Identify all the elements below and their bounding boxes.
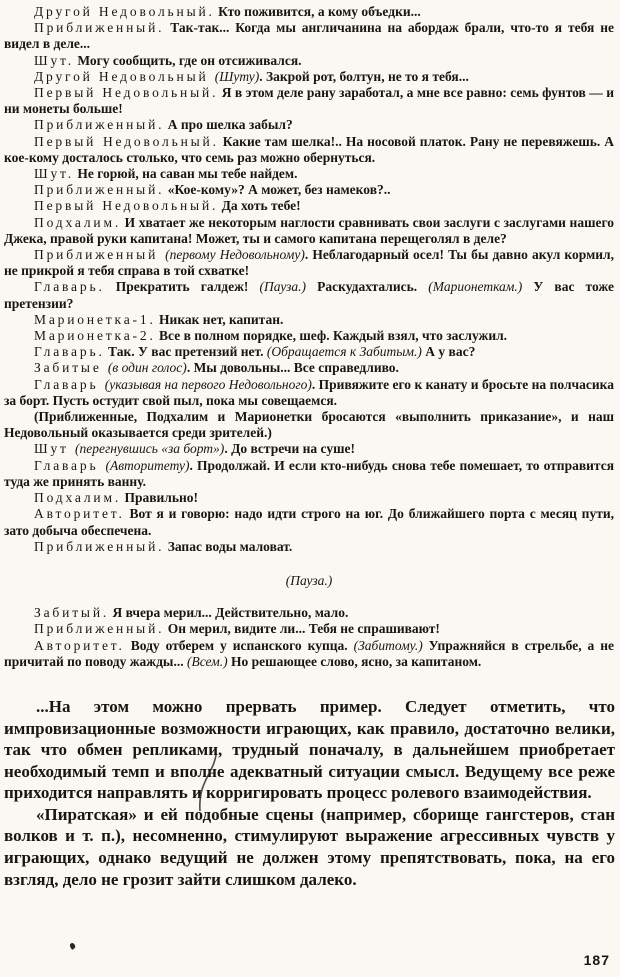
- commentary-paragraph: ...На этом можно прервать пример. Следует отметить, что импровизационные возможности играющих, как правило, достаточно велики, так что обмен репликами, трудный поначалу, в дальнейшем приобретает необходимый темп и вполне адекватный ситуации смысл. Ведущему все реже приходится направлять и корригировать процесс ролевого взаимодействия.: [4, 696, 615, 803]
- dialogue-text: Правильно!: [121, 490, 199, 506]
- play-paragraph: [4, 69, 614, 85]
- speaker-name: Другой Недовольный.: [34, 4, 215, 19]
- stage-direction-inline: (в один голос): [107, 360, 187, 376]
- speaker-name: Шут: [34, 441, 75, 457]
- speaker-name: Шут.: [34, 52, 74, 68]
- speaker-name: Первый Недовольный.: [34, 198, 219, 214]
- dialogue-text: Кто поживится, а кому объедки...: [214, 4, 421, 19]
- play-paragraph: [4, 20, 614, 52]
- dialogue-text: Не горюй, на саван мы тебе найдем.: [73, 166, 298, 182]
- dialogue-text: Раскудахтались.: [306, 279, 429, 295]
- speaker-name: Приближенный.: [34, 20, 165, 36]
- speaker-name: Авторитет.: [34, 637, 125, 653]
- stage-direction-inline: (перегнувшись «за борт»): [74, 441, 225, 457]
- play-paragraph: [4, 490, 614, 506]
- play-paragraph: [4, 182, 614, 198]
- dialogue-text: Вот я и говорю: надо идти строго на юг. До ближайшего порта с месяц пути, зато добыча обеспечена.: [4, 506, 614, 538]
- dialogue-text: У вас тоже претензии?: [4, 279, 615, 311]
- speaker-name: Первый Недовольный.: [34, 85, 219, 101]
- dialogue-text: А у вас?: [421, 344, 476, 360]
- play-paragraph: [4, 247, 614, 279]
- play-paragraph: [4, 198, 614, 214]
- stage-direction-inline: (указывая на первого Недовольного): [104, 376, 312, 392]
- play-paragraph: [4, 279, 614, 311]
- dialogue-text: А про шелка забыл?: [164, 117, 293, 133]
- speaker-name: Авторитет.: [34, 506, 125, 522]
- play-paragraph: [4, 53, 614, 69]
- stage-direction-inline: (Всем.): [186, 653, 228, 669]
- dialogue-text: Какие там шелка!.. На носовой платок. Рану не перевяжешь. А кое-кому досталось столько, что семь раз можно обернуться.: [4, 133, 614, 165]
- dialogue-text: Но решающее слово, ясно, за капитаном.: [227, 653, 482, 669]
- play-paragraph: [4, 134, 614, 166]
- dialogue-text: Запас воды маловат.: [164, 538, 293, 554]
- speaker-name: Приближенный: [34, 247, 166, 263]
- dialogue-text: Да хоть тебе!: [218, 198, 301, 214]
- play-paragraph: [4, 360, 614, 376]
- play-paragraph: [4, 344, 614, 360]
- play-paragraph: [4, 215, 614, 247]
- dialogue-text: . Неблагодарный осел! Ты бы давно акул кормил, не прикрой я тебя справа в той схватке!: [4, 247, 614, 279]
- play-paragraph: [4, 621, 614, 637]
- ink-speck: [69, 942, 77, 950]
- dialogue-text: Я в этом деле рану заработал, а мне все равно: семь фунтов — и ни монеты больше!: [4, 85, 614, 117]
- speaker-name: Марионетка-1.: [34, 311, 156, 327]
- stage-direction-inline: (Марионеткам.): [428, 279, 523, 295]
- dialogue-text: (Приближенные, Подхалим и Марионетки бросаются «выполнить приказание», и наш Недовольный оказывается среди зрителей.): [4, 409, 614, 441]
- dialogue-text: «Кое-кому»? А может, без намеков?..: [164, 182, 391, 198]
- dialogue-text: . Мы довольны... Все справедливо.: [186, 360, 399, 376]
- play-paragraph: [4, 328, 614, 344]
- dialogue-text: Он мерил, видите ли... Тебя не спрашивают!: [164, 621, 440, 637]
- commentary-paragraph: «Пиратская» и ей подобные сцены (например, сборище гангстеров, стан волков и т. п.), несомненно, стимулируют выражение агрессивных чувств у играющих, однако ведущий не должен этому препятствовать, пока, на его взгляд, дело не грозит зайти слишком далеко.: [4, 804, 615, 889]
- dialogue-text: Могу сообщить, где он отсиживался.: [73, 52, 302, 68]
- play-paragraph: [4, 377, 614, 409]
- stage-direction-inline: (Пауза.): [259, 279, 307, 295]
- speaker-name: Главарь: [34, 457, 106, 473]
- speaker-name: Главарь.: [34, 279, 105, 295]
- speaker-name: Приближенный.: [34, 117, 165, 133]
- play-paragraph: [4, 605, 614, 621]
- dialogue-text: . Привяжите его к канату и бросьте на полчасика за борт. Пусть остудит свой пыл, пока мы совещаемся.: [4, 376, 614, 408]
- play-paragraph: [4, 441, 614, 457]
- play-paragraph: [4, 117, 614, 133]
- speaker-name: Главарь: [34, 376, 105, 392]
- speaker-name: Шут.: [34, 166, 74, 182]
- dialogue-text: Я вчера мерил... Действительно, мало.: [109, 605, 349, 621]
- play-paragraph: [4, 506, 614, 538]
- play-paragraph: [4, 312, 614, 328]
- stage-direction-inline: (Шуту): [214, 68, 260, 84]
- play-paragraph: [4, 458, 614, 490]
- stage-direction-inline: (Обращается к Забитым.): [266, 344, 422, 360]
- speaker-name: Приближенный.: [34, 182, 165, 198]
- dialogue-text: . До встречи на суше!: [224, 441, 356, 457]
- stage-direction-inline: (Забитому.): [353, 637, 423, 653]
- speaker-name: Марионетка-2.: [34, 328, 156, 344]
- stage-direction-inline: (Авторитету): [105, 457, 190, 473]
- dialogue-text: Так. У вас претензий нет.: [104, 344, 267, 360]
- dialogue-text: Упражняйся в стрельбе, а не причитай по поводу жажды...: [4, 637, 614, 669]
- stage-direction: [4, 409, 614, 441]
- speaker-name: Первый Недовольный.: [34, 133, 219, 149]
- play-paragraph: [4, 539, 614, 555]
- pause-line: [4, 573, 614, 589]
- stage-direction-inline: (первому Недовольному): [165, 247, 305, 263]
- speaker-name: Забитые: [34, 360, 108, 376]
- speaker-name: Приближенный.: [34, 621, 165, 637]
- play-paragraph: [4, 4, 614, 20]
- dialogue-text: Так-так... Когда мы англичанина на абордаж брали, что-то я тебя не видел в деле...: [4, 20, 614, 52]
- page-number: 187: [583, 952, 610, 968]
- play-paragraph: [4, 85, 614, 117]
- dialogue-text: И хватает же некоторым наглости сравнивать свои заслуги с заслугами нашего Джека, правой руки капитана! Может, ты и самого капитана перещеголял в деле?: [4, 214, 614, 246]
- dialogue-text: Никак нет, капитан.: [155, 311, 284, 327]
- dialogue-text: . Продолжай. И если кто-нибудь снова тебе помешает, то отправится туда же принять ванну.: [4, 457, 615, 489]
- play-paragraph: [4, 166, 614, 182]
- speaker-name: Другой Недовольный: [34, 68, 215, 84]
- dialogue-text: Прекратить галдеж!: [104, 279, 260, 295]
- speaker-name: Забитый.: [34, 605, 110, 621]
- commentary-section: [0, 670, 620, 890]
- speaker-name: Приближенный.: [34, 538, 165, 554]
- play-paragraph: [4, 638, 614, 670]
- dialogue-text: Воду отберем у испанского купца.: [124, 637, 354, 653]
- speaker-name: Подхалим.: [34, 490, 122, 506]
- speaker-name: Главарь.: [34, 344, 105, 360]
- stage-direction-inline: (Пауза.): [285, 572, 333, 588]
- dialogue-text: . Закрой рот, болтун, не то я тебя...: [259, 68, 469, 84]
- dialogue-text: Все в полном порядке, шеф. Каждый взял, что заслужил.: [155, 328, 508, 344]
- speaker-name: Подхалим.: [34, 214, 122, 230]
